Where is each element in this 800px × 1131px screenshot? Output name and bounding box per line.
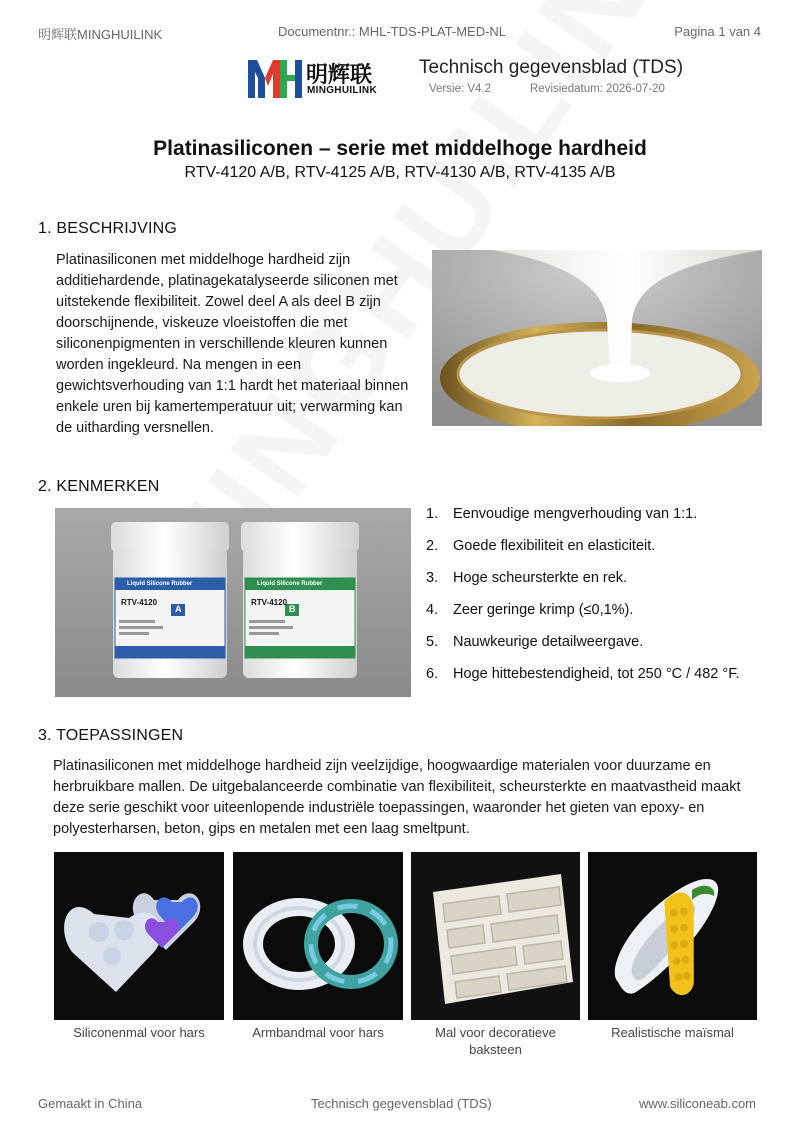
footer-origin: Gemaakt in China [38,1096,143,1111]
product-jars-photo [55,508,411,697]
silicone-pour-photo [432,250,762,426]
logo-chinese-name: 明辉联 [306,63,373,88]
header-company: 明辉联MINGHUILINK [38,27,163,42]
list-item [426,634,739,666]
feature-number: 4. [426,602,439,618]
list-item [426,538,739,570]
feature-text: Hoge hittebestendigheid, tot 250 °C / 482 °F. [453,666,740,682]
bracelet-mold-photo [233,852,403,1020]
brick-mold-photo [411,852,580,1020]
logo-english-name: MINGHUILINK [307,85,377,96]
applications-text: Platinasiliconen met middelhoge hardheid zijn veelzijdige, hoogwaardige materialen voor duurzame en herbruikbare mallen. De uitgebalanceerde combinatie van flexibiliteit, scheursterkte en maatvastheid maakt deze serie geschikt voor uiteenlopende industriële toepassingen, waaronder het gieten van epoxy- en polyesterharsen, beton, gips en metalen met een laag smeltpunt. [53,758,741,837]
header-doc-number: Documentnr.: MHL-TDS-PLAT-MED-NL [278,24,507,39]
section-heading-applications: 3. TOEPASSINGEN [38,727,184,744]
doc-title: Technisch gegevensblad (TDS) [419,57,684,78]
feature-number: 6. [426,666,439,682]
feature-number: 3. [426,570,439,586]
header-page: Pagina 1 van 4 [674,24,761,39]
caption-corn-mold: Realistische maïsmal [611,1025,734,1040]
section-heading-features: 2. KENMERKEN [38,478,160,495]
feature-number: 2. [426,538,439,554]
features-list [426,506,739,698]
jar-a-brand: Liquid Silicone Rubber [127,581,193,587]
caption-brick-mold: Mal voor decoratieve baksteen [435,1025,556,1057]
feature-text: Nauwkeurige detailweergave. [453,634,644,650]
jar-a-model: RTV-4120 [121,598,158,607]
corn-mold-photo [588,852,757,1020]
feature-number: 1. [426,506,439,522]
description-text: Platinasiliconen met middelhoge hardheid zijn additiehardende, platinagekatalyseerde siliconen met uitstekende flexibiliteit. Zowel deel A als deel B zijn doorschijnende, viskeuze vloeistoffen die met siliconenpigmenten in verschillende kleuren kunnen worden ingekleurd. Na mengen in een gewichtsverhouding van 1:1 hardt het materiaal binnen enkele uren bij kamertemperatuur uit; verwarming kan de uitharding versnellen. [56,252,409,436]
feature-text: Hoge scheursterkte en rek. [453,570,628,586]
jar-b-part: B [289,604,296,614]
heart-mold-photo [54,852,224,1020]
jar-b-model: RTV-4120 [251,598,288,607]
list-item [426,570,739,602]
jar-b-brand: Liquid Silicone Rubber [257,581,323,587]
section-heading-description: 1. BESCHRIJVING [38,220,178,237]
list-item [426,666,739,698]
list-item [426,602,739,634]
mh-logo-mark-icon [246,56,304,100]
feature-text: Eenvoudige mengverhouding van 1:1. [453,506,698,522]
footer-doc-type: Technisch gegevensblad (TDS) [311,1096,492,1111]
feature-text: Goede flexibiliteit en elasticiteit. [453,538,656,554]
jar-a-part: A [175,604,182,614]
caption-resin-mold: Siliconenmal voor hars [73,1025,205,1040]
page-subtitle: RTV-4120 A/B, RTV-4125 A/B, RTV-4130 A/B, RTV-4135 A/B [184,164,616,181]
doc-version: Versie: V4.2 [429,83,492,95]
feature-number: 5. [426,634,439,650]
feature-text: Zeer geringe krimp (≤0,1%). [453,602,634,618]
company-logo [246,56,381,100]
doc-revision-date: Revisiedatum: 2026-07-20 [530,83,665,95]
list-item [426,506,739,538]
page-title: Platinasiliconen – serie met middelhoge hardheid [153,137,647,160]
footer-website-link[interactable]: www.siliconeab.com [638,1096,756,1111]
caption-bracelet-mold: Armbandmal voor hars [252,1025,384,1040]
